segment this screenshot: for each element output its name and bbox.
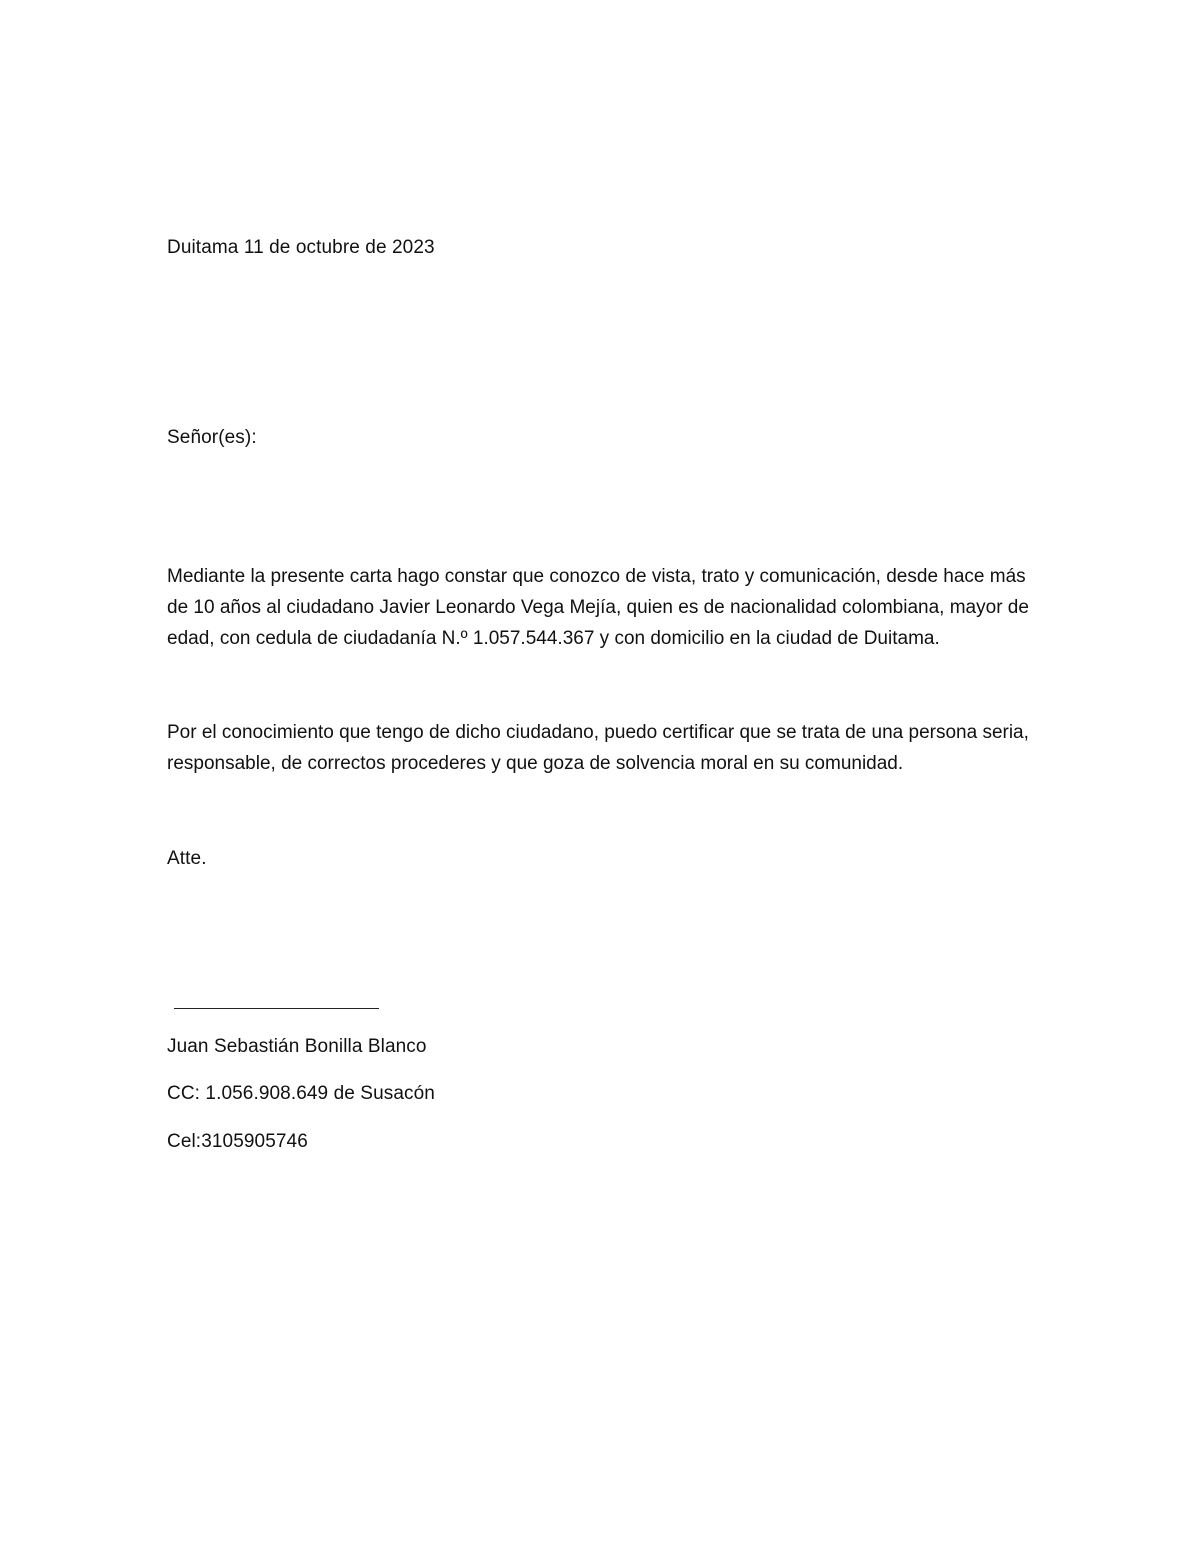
- date-line: Duitama 11 de octubre de 2023: [167, 237, 435, 258]
- body-paragraph-2: [167, 717, 1037, 779]
- body-paragraph-1: [167, 561, 1037, 654]
- signer-id: CC: 1.056.908.649 de Susacón: [167, 1083, 435, 1104]
- closing: Atte.: [167, 848, 207, 869]
- signature-line: [174, 1008, 379, 1009]
- paragraph-line: edad, con cedula de ciudadanía N.º 1.057.544.367 y con domicilio en la ciudad de Duitama.: [167, 628, 940, 649]
- paragraph-line: Mediante la presente carta hago constar que conozco de vista, trato y comunicación, desde hace más: [167, 566, 1026, 587]
- paragraph-line: de 10 años al ciudadano Javier Leonardo Vega Mejía, quien es de nacionalidad colombiana, mayor de: [167, 597, 1029, 618]
- signer-name: Juan Sebastián Bonilla Blanco: [167, 1036, 427, 1057]
- salutation: Señor(es):: [167, 427, 257, 448]
- signer-phone: Cel:3105905746: [167, 1131, 308, 1152]
- paragraph-line: responsable, de correctos procederes y que goza de solvencia moral en su comunidad.: [167, 753, 904, 774]
- paragraph-line: Por el conocimiento que tengo de dicho ciudadano, puedo certificar que se trata de una persona seria,: [167, 722, 1029, 743]
